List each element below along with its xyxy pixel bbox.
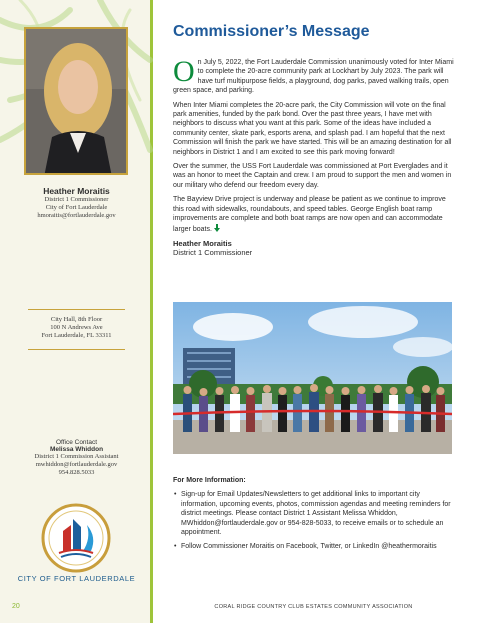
paragraph-text: n July 5, 2022, the Fort Lauderdale Commission unanimously voted for Inter Miami to complete the 20-acre community park at Lockhart by July 2023. The park will have turf multipurpose fields, a playground, dog parks, paved walking trails, open green space, and parking.	[173, 59, 454, 95]
office-address	[0, 316, 153, 340]
office-contact-name: Melissa Whiddon	[49, 446, 104, 453]
address-line: 100 N Andrews Ave	[50, 324, 103, 331]
commissioner-portrait	[24, 27, 128, 175]
address-line: City Hall, 8th Floor	[50, 316, 103, 323]
article-paragraph: Over the summer, the USS Fort Lauderdale was commissioned at Port Everglades and it was an honor to meet the Captain and crew. I am proud to support the men and women in our military who defend our freedom every day.	[173, 163, 452, 189]
commissioner-name: Heather Moraitis	[43, 186, 110, 196]
more-info	[173, 476, 454, 557]
footer-association: CORAL RIDGE COUNTRY CLUB ESTATES COMMUNITY ASSOCIATION	[214, 604, 413, 610]
city-name: CITY OF FORT LAUDERDALE	[17, 574, 136, 583]
address-line: Fort Lauderdale, FL 33311	[41, 332, 112, 339]
ribbon-cutting-photo	[173, 302, 452, 454]
signature-title: District 1 Commissioner	[173, 248, 253, 258]
city-seal-icon	[41, 503, 111, 573]
paragraph-text: The Bayview Drive project is underway and please be patient as we continue to improve this road with sidewalks, roundabouts, and speed tables. George English boat ramp improvements are complete and both boat ramps are now open and can accommodate larger boats.	[173, 196, 446, 233]
article-body	[173, 55, 454, 258]
article-paragraph	[173, 195, 454, 234]
office-contact-title: District 1 Commission Assistant	[34, 453, 119, 460]
commissioner-title: District 1 Commissioner	[44, 196, 109, 203]
page-number: 20	[12, 603, 20, 610]
sidebar	[0, 0, 153, 623]
more-info-list	[173, 490, 454, 551]
list-item: • Follow Commissioner Moraitis on Facebook, Twitter, or LinkedIn @heathermoraitis	[173, 542, 454, 551]
article-paragraph	[173, 55, 454, 96]
article-headline: Commissioner’s Message	[173, 23, 370, 40]
office-contact-email[interactable]: mwhiddon@fortlauderdale.gov	[35, 461, 118, 468]
commissioner-email[interactable]: hmoraitis@fortlauderdale.gov	[37, 212, 116, 219]
list-item: • Sign-up for Email Updates/Newsletters to get additional links to important city information, upcoming events, photos, commission agendas and meeting reminders for district meetings. Please contact District 1 Assistant Melissa Whiddon, MWhiddon@fortlauderdale.gov or 954-828-5033, to receive emails or to schedule an appointment.	[173, 490, 454, 537]
signature-name: Heather Moraitis	[173, 238, 232, 248]
article-paragraph: When Inter Miami completes the 20-acre park, the City Commission will vote on the final park amenities, funded by the park bond. Over the past three years, I have met with neighbors to discuss what you want at this park. Some of the ideas have included a community center, skate park, esports arena, and splash pad. I am hopeful that the next Commission will finish the park we have started. This will be an amazing destination for all neighbors in District 1 and I am excited to see this park moving forward!	[173, 101, 452, 156]
commissioner-contact	[0, 186, 153, 220]
office-contact-label: Office Contact	[55, 439, 98, 446]
office-contact	[0, 439, 153, 477]
green-down-arrow-icon	[214, 224, 220, 232]
office-contact-phone[interactable]: 954.828.5033	[58, 469, 95, 476]
commissioner-city: City of Fort Lauderdale	[45, 204, 108, 211]
divider	[28, 309, 125, 310]
drop-cap: O	[173, 55, 195, 88]
more-info-title: For More Information:	[173, 477, 246, 484]
divider	[28, 349, 125, 350]
